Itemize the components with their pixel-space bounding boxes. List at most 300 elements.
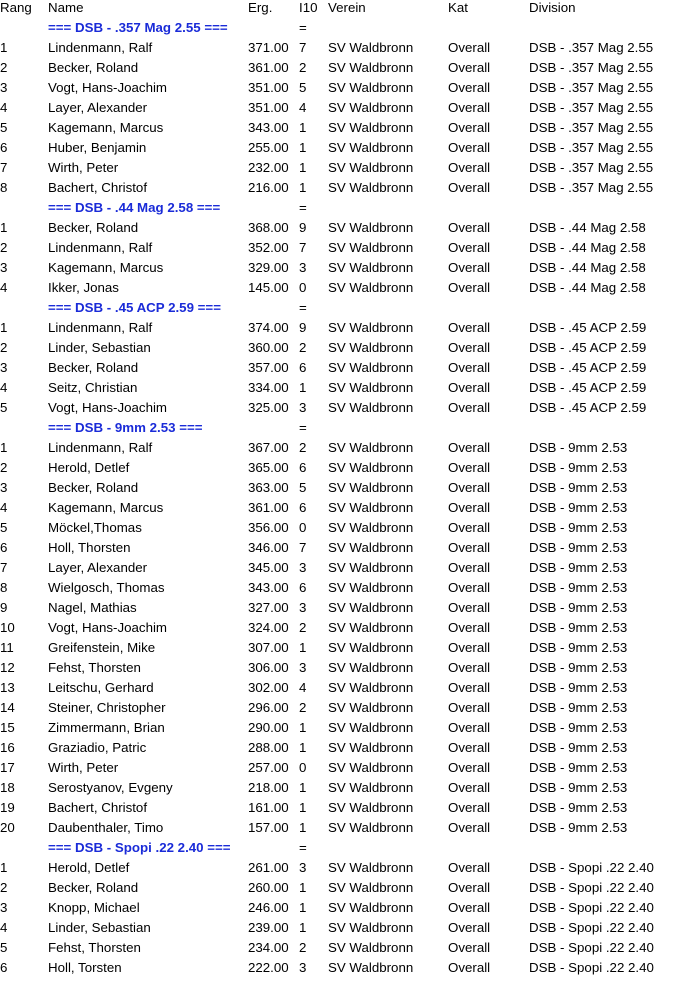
table-row: [0, 798, 674, 818]
cell-kat: Overall: [448, 80, 491, 95]
cell-division: DSB - 9mm 2.53: [529, 700, 628, 715]
cell-erg: 239.00: [248, 920, 289, 935]
cell-kat: Overall: [448, 60, 491, 75]
table-row: [0, 678, 674, 698]
cell-division: DSB - .44 Mag 2.58: [529, 260, 646, 275]
cell-name: Layer, Alexander: [48, 100, 148, 115]
cell-erg: 327.00: [248, 600, 289, 615]
cell-erg: 222.00: [248, 960, 289, 975]
cell-name: Nagel, Mathias: [48, 600, 137, 615]
cell-rang: 9: [0, 600, 8, 615]
cell-verein: SV Waldbronn: [328, 100, 414, 115]
header-rang: Rang: [0, 0, 32, 15]
cell-i10: 2: [299, 620, 307, 635]
cell-rang: 7: [0, 560, 8, 575]
cell-division: DSB - .44 Mag 2.58: [529, 240, 646, 255]
cell-division: DSB - .45 ACP 2.59: [529, 320, 647, 335]
cell-rang: 6: [0, 540, 8, 555]
cell-verein: SV Waldbronn: [328, 460, 414, 475]
header-i10: I10: [299, 0, 318, 15]
cell-kat: Overall: [448, 400, 491, 415]
cell-rang: 5: [0, 120, 8, 135]
cell-kat: Overall: [448, 360, 491, 375]
table-row: [0, 638, 674, 658]
cell-i10: 1: [299, 380, 307, 395]
table-row: [0, 278, 674, 298]
cell-verein: SV Waldbronn: [328, 160, 414, 175]
table-row: [0, 938, 674, 958]
table-row: [0, 38, 674, 58]
cell-erg: 260.00: [248, 880, 289, 895]
header-erg: Erg.: [248, 0, 273, 15]
cell-verein: SV Waldbronn: [328, 820, 414, 835]
table-row: [0, 78, 674, 98]
cell-i10: 1: [299, 800, 307, 815]
cell-i10: 3: [299, 860, 307, 875]
cell-verein: SV Waldbronn: [328, 40, 414, 55]
cell-verein: SV Waldbronn: [328, 960, 414, 975]
cell-division: DSB - 9mm 2.53: [529, 460, 628, 475]
table-row: [0, 98, 674, 118]
cell-verein: SV Waldbronn: [328, 400, 414, 415]
cell-i10: 7: [299, 40, 307, 55]
cell-erg: 232.00: [248, 160, 289, 175]
cell-name: Wirth, Peter: [48, 160, 119, 175]
cell-erg: 246.00: [248, 900, 289, 915]
cell-division: DSB - .357 Mag 2.55: [529, 160, 654, 175]
cell-rang: 5: [0, 400, 8, 415]
cell-kat: Overall: [448, 240, 491, 255]
table-row: [0, 358, 674, 378]
cell-verein: SV Waldbronn: [328, 220, 414, 235]
cell-rang: 3: [0, 480, 8, 495]
header-kat: Kat: [448, 0, 468, 15]
cell-kat: Overall: [448, 580, 491, 595]
cell-verein: SV Waldbronn: [328, 720, 414, 735]
table-row: [0, 158, 674, 178]
cell-name: Steiner, Christopher: [48, 700, 166, 715]
cell-erg: 145.00: [248, 280, 289, 295]
table-row: [0, 578, 674, 598]
section-header: [0, 838, 674, 858]
cell-erg: 261.00: [248, 860, 289, 875]
cell-kat: Overall: [448, 680, 491, 695]
cell-erg: 290.00: [248, 720, 289, 735]
cell-kat: Overall: [448, 120, 491, 135]
table-row: [0, 658, 674, 678]
cell-name: Zimmermann, Brian: [48, 720, 165, 735]
cell-erg: 255.00: [248, 140, 289, 155]
cell-erg: 365.00: [248, 460, 289, 475]
cell-division: DSB - 9mm 2.53: [529, 760, 628, 775]
cell-verein: SV Waldbronn: [328, 500, 414, 515]
cell-i10: 1: [299, 140, 307, 155]
cell-name: Möckel,Thomas: [48, 520, 142, 535]
cell-name: Lindenmann, Ralf: [48, 440, 153, 455]
cell-rang: 12: [0, 660, 15, 675]
table-row: [0, 778, 674, 798]
cell-kat: Overall: [448, 340, 491, 355]
cell-i10: 1: [299, 880, 307, 895]
table-row: [0, 618, 674, 638]
cell-rang: 2: [0, 240, 8, 255]
cell-verein: SV Waldbronn: [328, 900, 414, 915]
cell-rang: 2: [0, 880, 8, 895]
cell-verein: SV Waldbronn: [328, 120, 414, 135]
cell-i10: 4: [299, 680, 307, 695]
cell-name: Vogt, Hans-Joachim: [48, 620, 167, 635]
cell-erg: 302.00: [248, 680, 289, 695]
cell-rang: 13: [0, 680, 15, 695]
cell-division: DSB - .357 Mag 2.55: [529, 140, 654, 155]
cell-kat: Overall: [448, 900, 491, 915]
header-verein: Verein: [328, 0, 366, 15]
cell-verein: SV Waldbronn: [328, 760, 414, 775]
cell-verein: SV Waldbronn: [328, 480, 414, 495]
cell-rang: 18: [0, 780, 15, 795]
cell-name: Vogt, Hans-Joachim: [48, 80, 167, 95]
cell-erg: 334.00: [248, 380, 289, 395]
section-header: [0, 18, 674, 38]
cell-verein: SV Waldbronn: [328, 60, 414, 75]
cell-division: DSB - 9mm 2.53: [529, 820, 628, 835]
cell-i10: 2: [299, 340, 307, 355]
cell-rang: 7: [0, 160, 8, 175]
cell-name: Fehst, Thorsten: [48, 940, 141, 955]
cell-verein: SV Waldbronn: [328, 780, 414, 795]
cell-verein: SV Waldbronn: [328, 660, 414, 675]
cell-i10: 3: [299, 600, 307, 615]
section-marker: =: [299, 840, 307, 855]
cell-kat: Overall: [448, 380, 491, 395]
cell-verein: SV Waldbronn: [328, 340, 414, 355]
cell-kat: Overall: [448, 220, 491, 235]
cell-erg: 325.00: [248, 400, 289, 415]
cell-kat: Overall: [448, 500, 491, 515]
cell-i10: 0: [299, 280, 307, 295]
cell-rang: 16: [0, 740, 15, 755]
cell-name: Becker, Roland: [48, 220, 139, 235]
cell-i10: 9: [299, 220, 307, 235]
cell-i10: 4: [299, 100, 307, 115]
cell-rang: 11: [0, 640, 14, 655]
cell-division: DSB - 9mm 2.53: [529, 520, 628, 535]
cell-division: DSB - 9mm 2.53: [529, 500, 628, 515]
cell-name: Holl, Thorsten: [48, 540, 131, 555]
cell-name: Lindenmann, Ralf: [48, 240, 153, 255]
cell-kat: Overall: [448, 920, 491, 935]
cell-kat: Overall: [448, 260, 491, 275]
table-row: [0, 118, 674, 138]
cell-i10: 6: [299, 500, 307, 515]
cell-verein: SV Waldbronn: [328, 620, 414, 635]
cell-kat: Overall: [448, 540, 491, 555]
cell-kat: Overall: [448, 760, 491, 775]
cell-i10: 5: [299, 480, 307, 495]
table-row: [0, 538, 674, 558]
table-row: [0, 398, 674, 418]
cell-name: Serostyanov, Evgeny: [48, 780, 173, 795]
cell-rang: 2: [0, 340, 8, 355]
cell-division: DSB - Spopi .22 2.40: [529, 920, 654, 935]
table-row: [0, 738, 674, 758]
cell-i10: 3: [299, 960, 307, 975]
cell-kat: Overall: [448, 140, 491, 155]
cell-division: DSB - Spopi .22 2.40: [529, 880, 654, 895]
cell-kat: Overall: [448, 460, 491, 475]
cell-verein: SV Waldbronn: [328, 540, 414, 555]
cell-division: DSB - .45 ACP 2.59: [529, 360, 647, 375]
table-row: [0, 878, 674, 898]
cell-rang: 10: [0, 620, 15, 635]
cell-division: DSB - 9mm 2.53: [529, 440, 628, 455]
section-header: [0, 198, 674, 218]
cell-i10: 0: [299, 520, 307, 535]
cell-verein: SV Waldbronn: [328, 580, 414, 595]
cell-erg: 352.00: [248, 240, 289, 255]
cell-name: Kagemann, Marcus: [48, 260, 164, 275]
section-header: [0, 298, 674, 318]
cell-kat: Overall: [448, 160, 491, 175]
cell-i10: 1: [299, 820, 307, 835]
table-row: [0, 258, 674, 278]
cell-verein: SV Waldbronn: [328, 380, 414, 395]
cell-i10: 3: [299, 260, 307, 275]
cell-kat: Overall: [448, 940, 491, 955]
cell-rang: 3: [0, 900, 8, 915]
cell-name: Bachert, Christof: [48, 180, 148, 195]
cell-rang: 1: [0, 320, 8, 335]
table-row: [0, 818, 674, 838]
table-row: [0, 378, 674, 398]
section-marker: =: [299, 420, 307, 435]
cell-division: DSB - Spopi .22 2.40: [529, 900, 654, 915]
cell-name: Seitz, Christian: [48, 380, 138, 395]
cell-kat: Overall: [448, 280, 491, 295]
cell-kat: Overall: [448, 480, 491, 495]
cell-division: DSB - .357 Mag 2.55: [529, 100, 654, 115]
cell-kat: Overall: [448, 880, 491, 895]
section-title: === DSB - 9mm 2.53 ===: [48, 420, 203, 435]
cell-rang: 20: [0, 820, 15, 835]
cell-rang: 4: [0, 380, 8, 395]
cell-division: DSB - 9mm 2.53: [529, 580, 628, 595]
table-row: [0, 558, 674, 578]
cell-kat: Overall: [448, 620, 491, 635]
cell-name: Herold, Detlef: [48, 860, 130, 875]
cell-kat: Overall: [448, 600, 491, 615]
cell-name: Becker, Roland: [48, 360, 139, 375]
cell-erg: 363.00: [248, 480, 289, 495]
table-row: [0, 58, 674, 78]
table-row: [0, 858, 674, 878]
cell-division: DSB - .44 Mag 2.58: [529, 220, 646, 235]
section-marker: =: [299, 20, 307, 35]
cell-division: DSB - .357 Mag 2.55: [529, 120, 654, 135]
cell-kat: Overall: [448, 780, 491, 795]
cell-rang: 4: [0, 280, 8, 295]
cell-division: DSB - 9mm 2.53: [529, 620, 628, 635]
cell-rang: 1: [0, 40, 8, 55]
cell-rang: 4: [0, 500, 8, 515]
cell-erg: 357.00: [248, 360, 289, 375]
cell-erg: 361.00: [248, 60, 289, 75]
cell-verein: SV Waldbronn: [328, 800, 414, 815]
cell-name: Becker, Roland: [48, 480, 139, 495]
cell-i10: 1: [299, 160, 307, 175]
cell-division: DSB - 9mm 2.53: [529, 640, 628, 655]
cell-kat: Overall: [448, 320, 491, 335]
table-row: [0, 338, 674, 358]
table-row: [0, 498, 674, 518]
cell-name: Graziadio, Patric: [48, 740, 147, 755]
cell-erg: 351.00: [248, 80, 289, 95]
cell-kat: Overall: [448, 820, 491, 835]
cell-verein: SV Waldbronn: [328, 640, 414, 655]
cell-rang: 5: [0, 940, 8, 955]
cell-erg: 257.00: [248, 760, 289, 775]
cell-rang: 15: [0, 720, 15, 735]
cell-name: Wielgosch, Thomas: [48, 580, 165, 595]
cell-kat: Overall: [448, 720, 491, 735]
cell-verein: SV Waldbronn: [328, 280, 414, 295]
table-row: [0, 318, 674, 338]
cell-rang: 14: [0, 700, 15, 715]
cell-division: DSB - 9mm 2.53: [529, 560, 628, 575]
cell-name: Lindenmann, Ralf: [48, 320, 153, 335]
cell-erg: 306.00: [248, 660, 289, 675]
table-row: [0, 178, 674, 198]
cell-name: Linder, Sebastian: [48, 920, 151, 935]
cell-i10: 3: [299, 660, 307, 675]
table-row: [0, 898, 674, 918]
cell-division: DSB - .45 ACP 2.59: [529, 340, 647, 355]
header-row: [0, 0, 674, 18]
cell-rang: 2: [0, 60, 8, 75]
cell-verein: SV Waldbronn: [328, 600, 414, 615]
cell-i10: 1: [299, 900, 307, 915]
cell-erg: 296.00: [248, 700, 289, 715]
cell-rang: 19: [0, 800, 15, 815]
cell-name: Knopp, Michael: [48, 900, 140, 915]
cell-erg: 324.00: [248, 620, 289, 635]
cell-erg: 234.00: [248, 940, 289, 955]
cell-name: Becker, Roland: [48, 60, 139, 75]
cell-name: Layer, Alexander: [48, 560, 148, 575]
cell-erg: 343.00: [248, 580, 289, 595]
table-row: [0, 958, 674, 978]
table-row: [0, 918, 674, 938]
cell-rang: 8: [0, 180, 8, 195]
cell-verein: SV Waldbronn: [328, 440, 414, 455]
cell-division: DSB - Spopi .22 2.40: [529, 860, 654, 875]
cell-i10: 0: [299, 760, 307, 775]
cell-i10: 2: [299, 440, 307, 455]
cell-rang: 8: [0, 580, 8, 595]
cell-verein: SV Waldbronn: [328, 240, 414, 255]
cell-verein: SV Waldbronn: [328, 680, 414, 695]
cell-name: Vogt, Hans-Joachim: [48, 400, 167, 415]
cell-i10: 6: [299, 580, 307, 595]
table-row: [0, 218, 674, 238]
cell-name: Ikker, Jonas: [48, 280, 119, 295]
cell-verein: SV Waldbronn: [328, 860, 414, 875]
cell-rang: 1: [0, 440, 8, 455]
table-row: [0, 758, 674, 778]
cell-division: DSB - 9mm 2.53: [529, 740, 628, 755]
cell-erg: 367.00: [248, 440, 289, 455]
cell-rang: 1: [0, 220, 8, 235]
cell-name: Fehst, Thorsten: [48, 660, 141, 675]
section-title: === DSB - .45 ACP 2.59 ===: [48, 300, 221, 315]
cell-i10: 5: [299, 80, 307, 95]
header-name: Name: [48, 0, 84, 15]
cell-erg: 371.00: [248, 40, 289, 55]
cell-division: DSB - Spopi .22 2.40: [529, 960, 654, 975]
cell-division: DSB - .45 ACP 2.59: [529, 380, 647, 395]
cell-erg: 346.00: [248, 540, 289, 555]
cell-verein: SV Waldbronn: [328, 140, 414, 155]
cell-kat: Overall: [448, 440, 491, 455]
cell-i10: 1: [299, 180, 307, 195]
cell-verein: SV Waldbronn: [328, 560, 414, 575]
cell-name: Daubenthaler, Timo: [48, 820, 164, 835]
cell-name: Bachert, Christof: [48, 800, 148, 815]
cell-erg: 218.00: [248, 780, 289, 795]
cell-i10: 1: [299, 920, 307, 935]
cell-erg: 157.00: [248, 820, 289, 835]
cell-erg: 368.00: [248, 220, 289, 235]
cell-division: DSB - .45 ACP 2.59: [529, 400, 647, 415]
cell-division: DSB - 9mm 2.53: [529, 540, 628, 555]
section-marker: =: [299, 300, 307, 315]
cell-erg: 343.00: [248, 120, 289, 135]
cell-verein: SV Waldbronn: [328, 260, 414, 275]
cell-erg: 374.00: [248, 320, 289, 335]
cell-division: DSB - 9mm 2.53: [529, 480, 628, 495]
cell-i10: 7: [299, 540, 307, 555]
cell-i10: 1: [299, 780, 307, 795]
cell-kat: Overall: [448, 40, 491, 55]
cell-division: DSB - .44 Mag 2.58: [529, 280, 646, 295]
section-header: [0, 418, 674, 438]
cell-division: DSB - .357 Mag 2.55: [529, 180, 654, 195]
cell-name: Huber, Benjamin: [48, 140, 147, 155]
cell-kat: Overall: [448, 560, 491, 575]
cell-erg: 361.00: [248, 500, 289, 515]
cell-division: DSB - .357 Mag 2.55: [529, 80, 654, 95]
cell-i10: 3: [299, 560, 307, 575]
cell-erg: 351.00: [248, 100, 289, 115]
cell-rang: 1: [0, 860, 8, 875]
cell-verein: SV Waldbronn: [328, 80, 414, 95]
cell-erg: 345.00: [248, 560, 289, 575]
section-title: === DSB - .44 Mag 2.58 ===: [48, 200, 221, 215]
cell-name: Herold, Detlef: [48, 460, 130, 475]
cell-verein: SV Waldbronn: [328, 740, 414, 755]
cell-i10: 1: [299, 720, 307, 735]
cell-name: Kagemann, Marcus: [48, 120, 164, 135]
cell-verein: SV Waldbronn: [328, 360, 414, 375]
cell-kat: Overall: [448, 700, 491, 715]
table-row: [0, 518, 674, 538]
cell-rang: 6: [0, 140, 8, 155]
table-row: [0, 238, 674, 258]
cell-i10: 3: [299, 400, 307, 415]
cell-name: Lindenmann, Ralf: [48, 40, 153, 55]
cell-verein: SV Waldbronn: [328, 920, 414, 935]
cell-erg: 161.00: [248, 800, 289, 815]
